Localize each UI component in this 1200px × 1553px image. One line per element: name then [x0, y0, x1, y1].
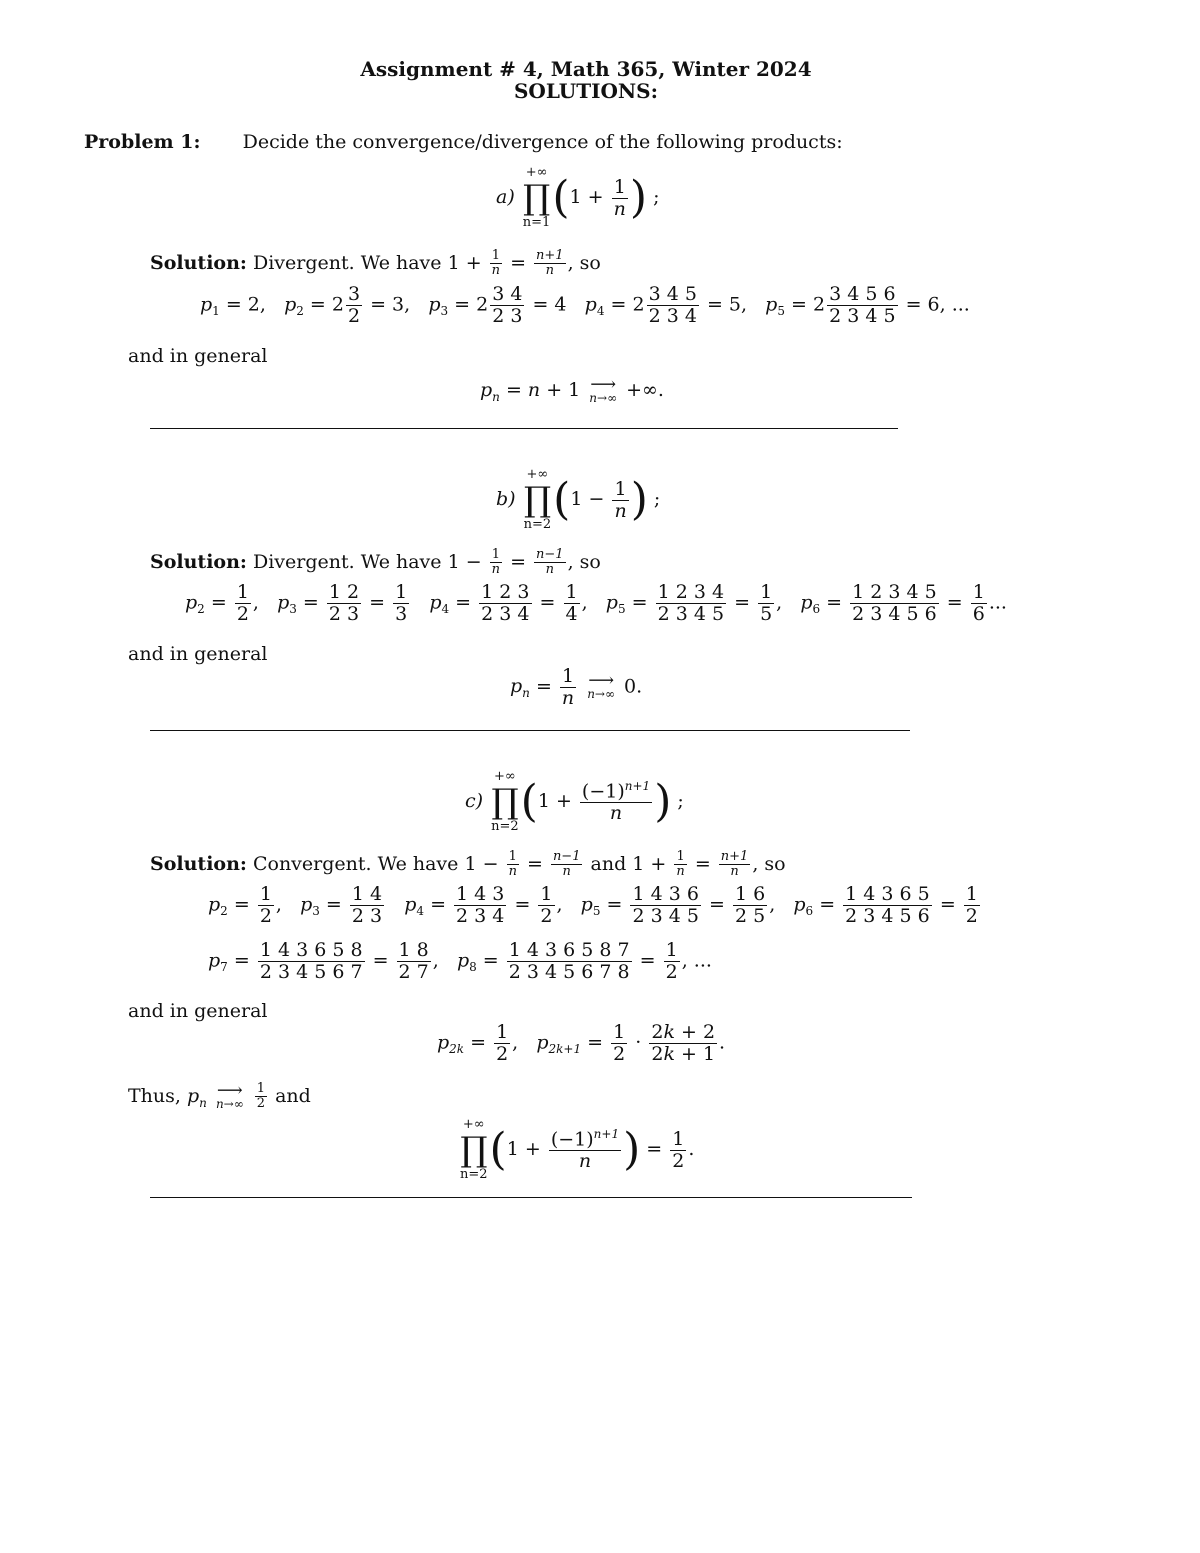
part-a-general-term: $p_n = n + 1$ ⟶ n→∞ +∞. — [480, 374, 664, 405]
part-c-label: c) — [465, 790, 484, 812]
part-c-partial-products-row1: $p_2$ = $\frac{1}{2}$ , $p_3$ = $\frac{1 4}{2 3}$ $p_4$ = $\frac{1 4 3}{2 3 4}$ = $\frac{1}{2}$ , $p_5$ = $\frac{1 4 3 6}{2 3 4 5}$ = $\frac{1 6}{2 5}$ , $p_6$ = $\frac{1 4 3 6 5}{2 3 4 5 6}$ = $\frac{1}{2}$ — [208, 883, 978, 927]
part-a-product: a) +∞ ∏ n=1 (1 + $\frac{1}{n}$ ) ; — [496, 165, 660, 230]
part-c-solution-line: Solution: Convergent. We have 1 − $\frac{1}{n}$ = $\frac{n-1}{n}$ and 1 + $\frac{1}{n}$ = $\frac{n+1}{n}$ , so — [150, 849, 786, 880]
document-title: Assignment # 4, Math 365, Winter 2024 — [360, 57, 812, 81]
part-a-partial-products: $p_1 = 2$, $p_2 = 2$ $\frac{3}{2}$ = 3, $p_3 = 2$ $\frac{3 4}{2 3}$ = 4 $p_4 = 2$ $\frac{3 4 5}{2 3 4}$ = 5, $p_5 = 2$ $\frac{3 4 5 6}{2 3 4 5}$ = 6, ... — [200, 283, 970, 327]
part-b-product: b) +∞ ∏ n=2 (1 − $\frac{1}{n}$ ) ; — [496, 467, 661, 532]
part-b-partial-products: $p_2$ = $\frac{1}{2}$ , $p_3$ = $\frac{1 2}{2 3}$ = $\frac{1}{3}$ $p_4$ = $\frac{1 2 3}{2 3 4}$ = $\frac{1}{4}$ , $p_5$ = $\frac{1 2 3 4}{2 3 4 5}$ = $\frac{1}{5}$ , $p_6$ = $\frac{1 2 3 4 5}{2 3 4 5 6}$ = $\frac{1}{6}$ ... — [185, 581, 1007, 625]
part-c-general-term: $p_{2k}$ = $\frac{1}{2}$ , $p_{2k+1}$ = $\frac{1}{2}$ · $\frac{2k + 2}{2k + 1}$ . — [437, 1021, 726, 1065]
product-symbol: +∞ ∏ n=1 — [522, 165, 551, 230]
part-c-thus-line: Thus, $p_n$ ⟶ n→∞ $\frac{1}{2}$ and — [128, 1079, 311, 1112]
separator-rule — [150, 730, 910, 731]
product-symbol: +∞ ∏ n=2 — [523, 467, 552, 532]
product-symbol: +∞ ∏ n=2 — [491, 769, 519, 834]
part-a-solution-line: Solution: Divergent. We have 1 + $\frac{1}{n}$ = $\frac{n+1}{n}$ , so — [150, 248, 601, 279]
product-symbol: +∞ ∏ n=2 — [460, 1117, 488, 1182]
part-a-label: a) — [496, 186, 515, 208]
problem-label: Problem 1: — [84, 131, 201, 153]
part-b-solution-line: Solution: Divergent. We have 1 − $\frac{1}{n}$ = $\frac{n-1}{n}$ , so — [150, 547, 601, 578]
part-c-final-product: +∞ ∏ n=2 (1 + $\frac{(-1)^{n+1}}{n}$ ) = $\frac{1}{2}$ . — [460, 1117, 695, 1182]
part-b-general-term: $p_n$ = $\frac{1}{n}$ ⟶ n→∞ 0. — [510, 665, 643, 709]
part-a-in-general: and in general — [128, 345, 268, 367]
separator-rule — [150, 428, 898, 429]
document-subtitle: SOLUTIONS: — [513, 79, 659, 103]
part-b-label: b) — [496, 488, 516, 510]
part-b-in-general: and in general — [128, 643, 268, 665]
part-c-partial-products-row2: $p_7$ = $\frac{1 4 3 6 5 8}{2 3 4 5 6 7}$ = $\frac{1 8}{2 7}$ , $p_8$ = $\frac{1 4 3 6 5 8 7}{2 3 4 5 6 7 8}$ = $\frac{1}{2}$ , ... — [208, 939, 712, 983]
problem-statement — [84, 131, 843, 153]
part-c-product: c) +∞ ∏ n=2 (1 + $\frac{(-1)^{n+1}}{n}$ ) ; — [465, 769, 684, 834]
separator-rule — [150, 1197, 912, 1198]
part-c-in-general: and in general — [128, 1000, 268, 1022]
problem-text: Decide the convergence/divergence of the following products: — [242, 131, 843, 153]
